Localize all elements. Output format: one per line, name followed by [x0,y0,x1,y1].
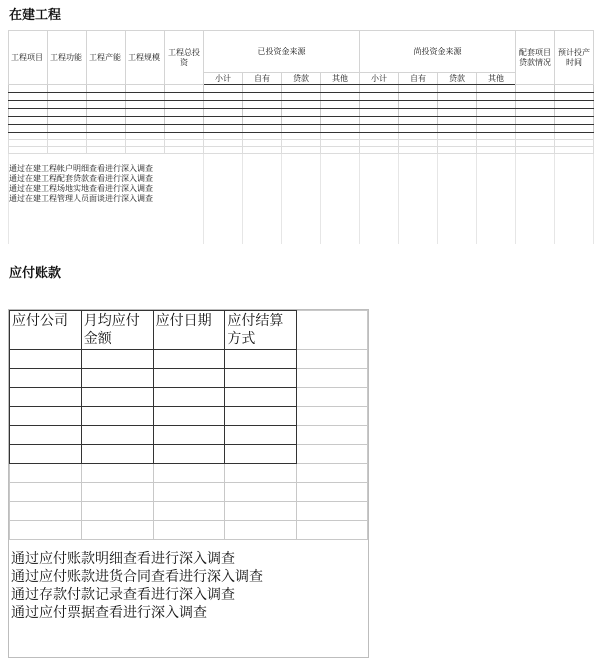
header-pending-group: 尚投资金来源 [360,31,516,73]
payables-table [8,309,369,658]
header-scale: 工程规模 [126,31,165,85]
header-payable-date: 应付日期 [153,311,225,350]
header-payee-company: 应付公司 [10,311,82,350]
subheader-pending-loan: 贷款 [438,73,477,85]
construction-table [8,30,593,252]
subheader-pending-other: 其他 [477,73,516,85]
note-line: 通过存款付款记录查看进行深入调查 [11,587,235,603]
note-line: 通过应付账款明细查看进行深入调查 [11,551,235,567]
subheader-pending-subtotal: 小计 [360,73,399,85]
section-title-construction: 在建工程 [9,8,62,23]
note-line: 通过应付票据查看进行深入调查 [11,605,207,621]
table-row [9,117,594,125]
header-capacity: 工程产能 [87,31,126,85]
subheader-invested-loan: 贷款 [282,73,321,85]
table-row [9,147,594,154]
table-row [9,109,594,117]
note-line: 通过应付账款进货合同查看进行深入调查 [11,569,263,585]
header-monthly-amount: 月均应付金额 [81,311,153,350]
payables-notes [11,550,263,622]
subheader-invested-own: 自有 [243,73,282,85]
table-row [10,445,368,464]
table-row [10,369,368,388]
construction-notes [9,154,204,245]
subheader-invested-other: 其他 [321,73,360,85]
header-function: 工程功能 [48,31,87,85]
note-line: 通过在建工程配套贷款查看进行深入调查 [9,174,153,183]
header-total-investment: 工程总投资 [165,31,204,85]
table-row [10,521,368,540]
section-title-payables: 应付账款 [9,266,62,281]
table-row [10,388,368,407]
subheader-invested-subtotal: 小计 [204,73,243,85]
table-row [9,85,594,93]
table-row [9,140,594,147]
table-row [10,483,368,502]
table-row [10,502,368,521]
subheader-pending-own: 自有 [399,73,438,85]
table-row [9,101,594,109]
header-settlement-method: 应付结算方式 [225,311,297,350]
note-line: 通过在建工程帐户明细查看进行深入调查 [9,164,153,173]
header-expected-time: 预计投产时间 [555,31,594,85]
table-row [10,426,368,445]
table-row [10,407,368,426]
table-row [10,464,368,483]
table-row [9,93,594,101]
header-invested-group: 已投资金来源 [204,31,360,73]
note-line: 通过在建工程管理人员面谈进行深入调查 [9,194,153,203]
note-line: 通过在建工程场地实地查看进行深入调查 [9,184,153,193]
header-project: 工程项目 [9,31,48,85]
header-loan-status: 配套项目贷款情况 [516,31,555,85]
table-row [10,350,368,369]
table-row [9,133,594,140]
table-row [9,125,594,133]
